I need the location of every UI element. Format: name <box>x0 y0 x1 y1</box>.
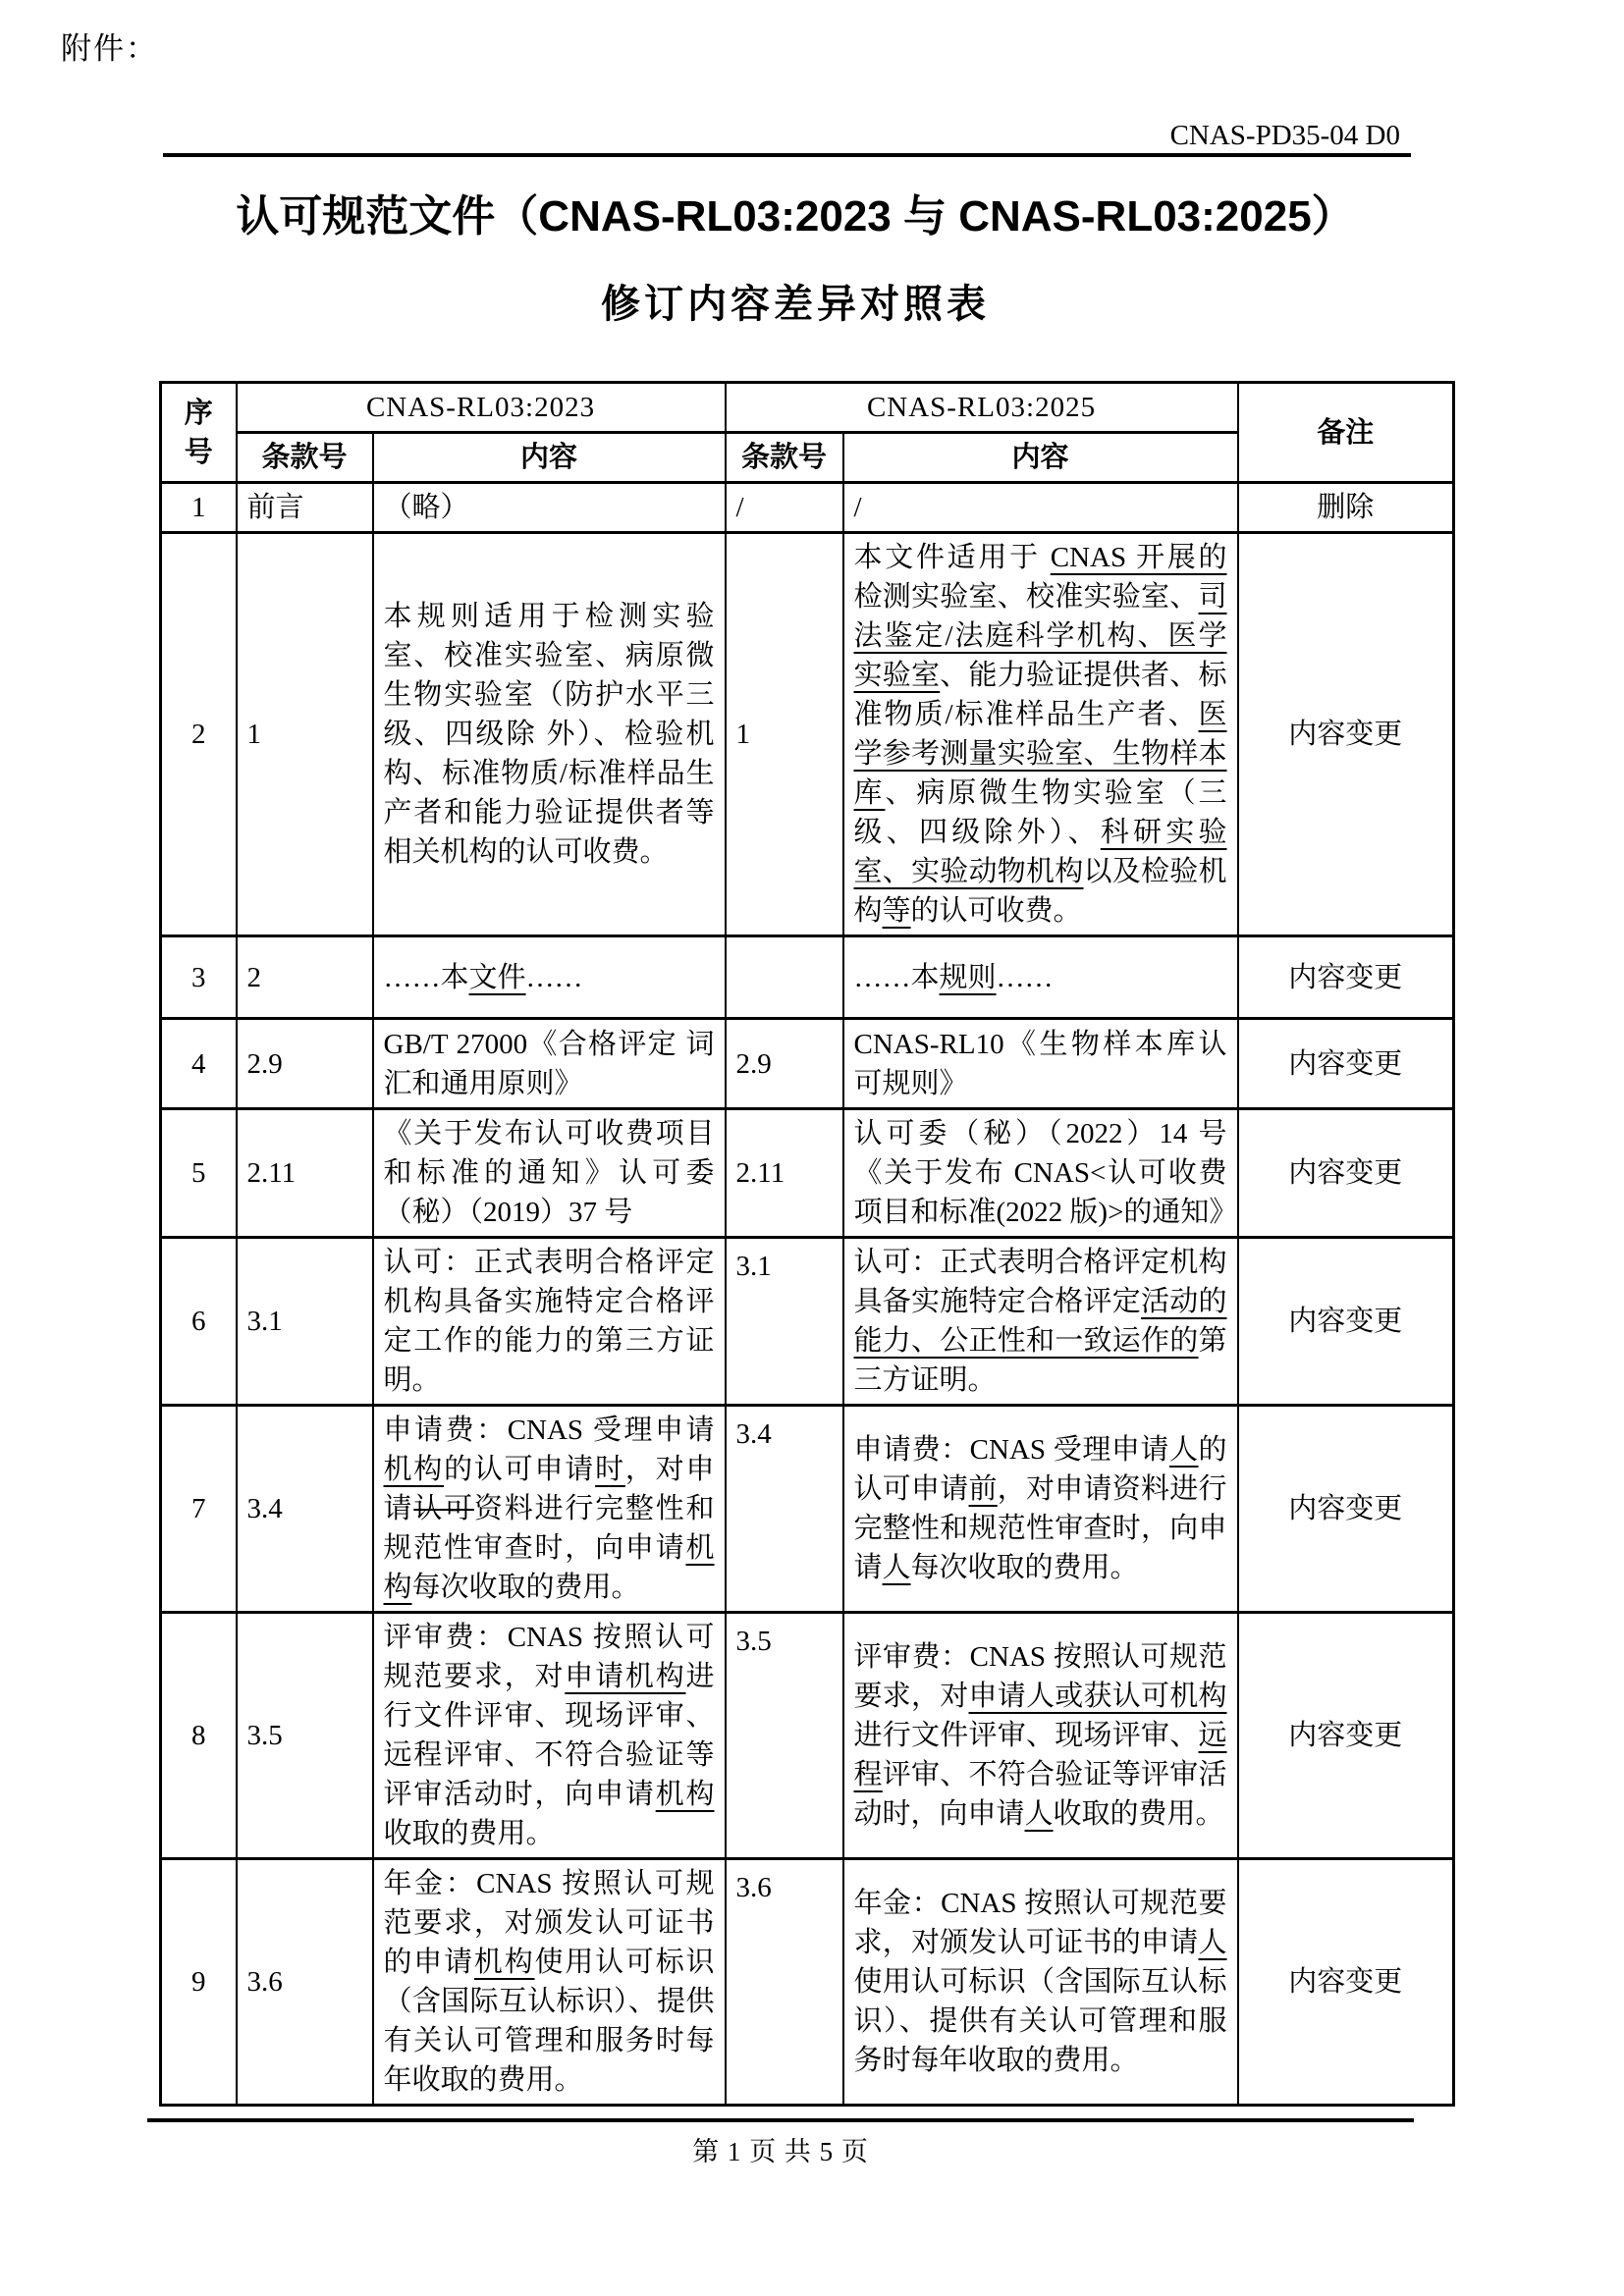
clause-2023-cell: 3.4 <box>237 1406 373 1613</box>
clause-2023-cell: 2 <box>237 936 373 1019</box>
clause-2025-cell: 2.11 <box>726 1109 843 1238</box>
doc-code: CNAS-PD35-04 D0 <box>1169 120 1400 151</box>
table-row <box>161 1238 1454 1406</box>
seq-cell: 6 <box>161 1238 237 1406</box>
remark-cell: 内容变更 <box>1238 1613 1454 1859</box>
remark-cell: 内容变更 <box>1238 1238 1454 1406</box>
clause-2023-cell: 前言 <box>237 483 373 533</box>
clause-2025-cell: 3.6 <box>726 1859 843 2106</box>
clause-2023-cell: 2.11 <box>237 1109 373 1238</box>
content-2023-cell: （略） <box>373 483 726 533</box>
clause-2025-cell: 3.1 <box>726 1238 843 1406</box>
content-column <box>147 381 1453 2168</box>
seq-cell: 9 <box>161 1859 237 2106</box>
content-2025-cell: 申请费：CNAS 受理申请人的认可申请前，对申请资料进行完整性和规范性审查时，向申请人每次收取的费用。 <box>843 1406 1238 1613</box>
content-2025-cell: 年金：CNAS 按照认可规范要求，对颁发认可证书的申请人使用认可标识（含国际互认标识）、提供有关认可管理和服务时每年收取的费用。 <box>843 1859 1238 2106</box>
content-2023-cell: 申请费：CNAS 受理申请机构的认可申请时，对申请认可资料进行完整性和规范性审查时，向申请机构每次收取的费用。 <box>373 1406 726 1613</box>
remark-cell: 内容变更 <box>1238 533 1454 936</box>
seq-cell: 1 <box>161 483 237 533</box>
clause-2023-cell: 1 <box>237 533 373 936</box>
content-2025-cell: 认可：正式表明合格评定机构具备实施特定合格评定活动的能力、公正性和一致运作的第三方证明。 <box>843 1238 1238 1406</box>
remark-cell: 删除 <box>1238 483 1454 533</box>
seq-cell: 4 <box>161 1019 237 1109</box>
document-title: 认可规范文件（CNAS-RL03:2023 与 CNAS-RL03:2025） <box>236 192 1355 240</box>
table-row <box>161 1859 1454 2106</box>
clause-2023-cell: 3.6 <box>237 1859 373 2106</box>
header-seq: 序号 <box>161 383 237 483</box>
clause-2025-cell: / <box>726 483 843 533</box>
page-number: 第 1 页 共 5 页 <box>692 2137 869 2166</box>
table-row <box>161 1019 1454 1109</box>
table-row <box>161 483 1454 533</box>
seq-cell: 5 <box>161 1109 237 1238</box>
seq-cell: 2 <box>161 533 237 936</box>
content-2023-cell: 《关于发布认可收费项目和标准的通知》认可委（秘）（2019）37 号 <box>373 1109 726 1238</box>
clause-2025-cell: 3.5 <box>726 1613 843 1859</box>
table-row <box>161 1109 1454 1238</box>
header-rule <box>163 153 1411 157</box>
clause-2025-cell: 3.4 <box>726 1406 843 1613</box>
document-subtitle: 修订内容差异对照表 <box>601 283 990 326</box>
content-2025-cell: ……本规则…… <box>843 936 1238 1019</box>
content-2023-cell: GB/T 27000《合格评定 词汇和通用原则》 <box>373 1019 726 1109</box>
header-content-2023: 内容 <box>373 433 726 483</box>
content-2023-cell: 认可：正式表明合格评定机构具备实施特定合格评定工作的能力的第三方证明。 <box>373 1238 726 1406</box>
footer-rule <box>147 2118 1414 2122</box>
clause-2025-cell: 1 <box>726 533 843 936</box>
header-remark: 备注 <box>1238 383 1454 483</box>
header-clause-2025: 条款号 <box>726 433 843 483</box>
table-row <box>161 1613 1454 1859</box>
seq-cell: 3 <box>161 936 237 1019</box>
content-2023-cell: 本规则适用于检测实验室、校准实验室、病原微生物实验室（防护水平三级、四级除 外）、检验机构、标准物质/标准样品生产者和能力验证提供者等相关机构的认可收费。 <box>373 533 726 936</box>
header-version-2025: CNAS-RL03:2025 <box>726 383 1238 433</box>
seq-cell: 8 <box>161 1613 237 1859</box>
header-content-2025: 内容 <box>843 433 1238 483</box>
clause-2025-cell: 2.9 <box>726 1019 843 1109</box>
seq-cell: 7 <box>161 1406 237 1613</box>
table-row <box>161 1406 1454 1613</box>
header-clause-2023: 条款号 <box>237 433 373 483</box>
table-header-row-1 <box>161 383 1454 433</box>
content-2023-cell: ……本文件…… <box>373 936 726 1019</box>
content-2025-cell: 评审费：CNAS 按照认可规范要求，对申请人或获认可机构进行文件评审、现场评审、远程评审、不符合验证等评审活动时，向申请人收取的费用。 <box>843 1613 1238 1859</box>
clause-2023-cell: 3.1 <box>237 1238 373 1406</box>
clause-2025-cell <box>726 936 843 1019</box>
remark-cell: 内容变更 <box>1238 1406 1454 1613</box>
content-2023-cell: 年金：CNAS 按照认可规范要求，对颁发认可证书的申请机构使用认可标识（含国际互认标识）、提供有关认可管理和服务时每年收取的费用。 <box>373 1859 726 2106</box>
attachment-label: 附件： <box>61 31 158 66</box>
content-2025-cell: CNAS-RL10《生物样本库认可规则》 <box>843 1019 1238 1109</box>
remark-cell: 内容变更 <box>1238 1859 1454 2106</box>
remark-cell: 内容变更 <box>1238 936 1454 1019</box>
remark-cell: 内容变更 <box>1238 1109 1454 1238</box>
table-row <box>161 533 1454 936</box>
table-row <box>161 936 1454 1019</box>
remark-cell: 内容变更 <box>1238 1019 1454 1109</box>
comparison-table <box>159 381 1455 2107</box>
content-2025-cell: 本文件适用于 CNAS 开展的检测实验室、校准实验室、司法鉴定/法庭科学机构、医学实验室、能力验证提供者、标准物质/标准样品生产者、医学参考测量实验室、生物样本库、病原微生物实验室（三级、四级除外）、科研实验室、实验动物机构以及检验机构等的认可收费。 <box>843 533 1238 936</box>
clause-2023-cell: 3.5 <box>237 1613 373 1859</box>
clause-2023-cell: 2.9 <box>237 1019 373 1109</box>
header-version-2023: CNAS-RL03:2023 <box>237 383 726 433</box>
content-2025-cell: 认可委（秘）（2022）14 号《关于发布 CNAS<认可收费项目和标准(2022 版)>的通知》 <box>843 1109 1238 1238</box>
content-2023-cell: 评审费：CNAS 按照认可规范要求，对申请机构进行文件评审、现场评审、远程评审、不符合验证等评审活动时，向申请机构收取的费用。 <box>373 1613 726 1859</box>
content-2025-cell: / <box>843 483 1238 533</box>
